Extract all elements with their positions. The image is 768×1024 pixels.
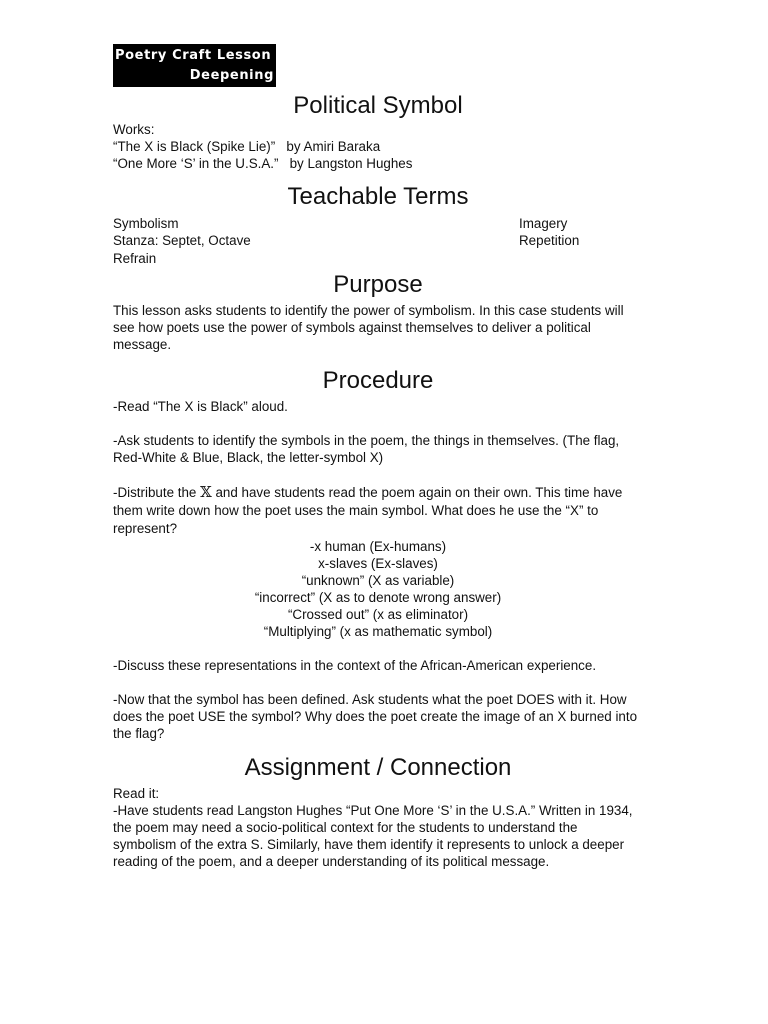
page-title: Political Symbol (293, 92, 463, 119)
x-meaning: -x human (Ex-humans) (309, 539, 447, 554)
procedure-step-3 (113, 483, 643, 538)
purpose-heading: Purpose (333, 271, 423, 298)
x-meaning: “Crossed out” (x as eliminator) (287, 607, 469, 622)
procedure-step-1: -Read “The X is Black” aloud. (113, 399, 288, 414)
procedure-heading: Procedure (322, 367, 434, 394)
lesson-badge (113, 44, 276, 87)
x-symbol-glyph: 𝕏 (200, 483, 212, 501)
procedure-step-2: -Ask students to identify the symbols in the poem, the things in themselves. (The flag, Red-White & Blue, Black, the letter-symbol X) (113, 433, 620, 465)
work-item: “The X is Black (Spike Lie)” by Amiri Baraka (113, 139, 381, 154)
purpose-text: This lesson asks students to identify the power of symbolism. In this case students will see how poets use the power of symbols against themselves to deliver a political message. (113, 303, 624, 352)
badge-line-1: Poetry Craft Lesson (115, 48, 272, 63)
badge-line-2: Deepening (189, 68, 274, 83)
term-item: Refrain (113, 251, 157, 266)
assignment-label: Read it: (113, 786, 160, 801)
x-meanings-list (113, 538, 643, 640)
work-item: “One More ‘S’ in the U.S.A.” by Langston Hughes (113, 156, 413, 171)
step-3-text: and have students read the poem again on their own. This time have them write down how the poet uses the main symbol. What does he use the “X” to represent? (113, 485, 623, 536)
lesson-page (113, 44, 643, 870)
works-label: Works: (113, 122, 155, 137)
x-meaning: “unknown” (X as variable) (301, 573, 455, 588)
x-meaning: “incorrect” (X as to denote wrong answer) (254, 590, 502, 605)
term-item: Symbolism (113, 216, 179, 231)
procedure-step-5: -Now that the symbol has been defined. Ask students what the poet DOES with it. How does the poet USE the symbol? Why does the poet create the image of an X burned into the flag? (113, 692, 638, 741)
x-meaning: x-slaves (Ex-slaves) (318, 556, 438, 571)
term-item: Repetition (519, 233, 580, 248)
terms-heading: Teachable Terms (287, 183, 469, 210)
term-item: Imagery (519, 216, 568, 231)
x-meaning: “Multiplying” (x as mathematic symbol) (263, 624, 493, 639)
assignment-heading: Assignment / Connection (244, 754, 512, 781)
procedure-step-4: -Discuss these representations in the context of the African-American experience. (113, 658, 597, 673)
term-item: Stanza: Septet, Octave (113, 233, 251, 248)
terms-list (113, 215, 643, 267)
step-3-text: -Distribute the (113, 485, 201, 500)
assignment-text: -Have students read Langston Hughes “Put One More ‘S’ in the U.S.A.” Written in 1934, the poem may need a socio-political context for the students to understand the symbolism of the extra S. Similarly, have them identify it represents to unlock a deeper reading of the poem, and a deeper understanding of its political message. (113, 803, 633, 869)
